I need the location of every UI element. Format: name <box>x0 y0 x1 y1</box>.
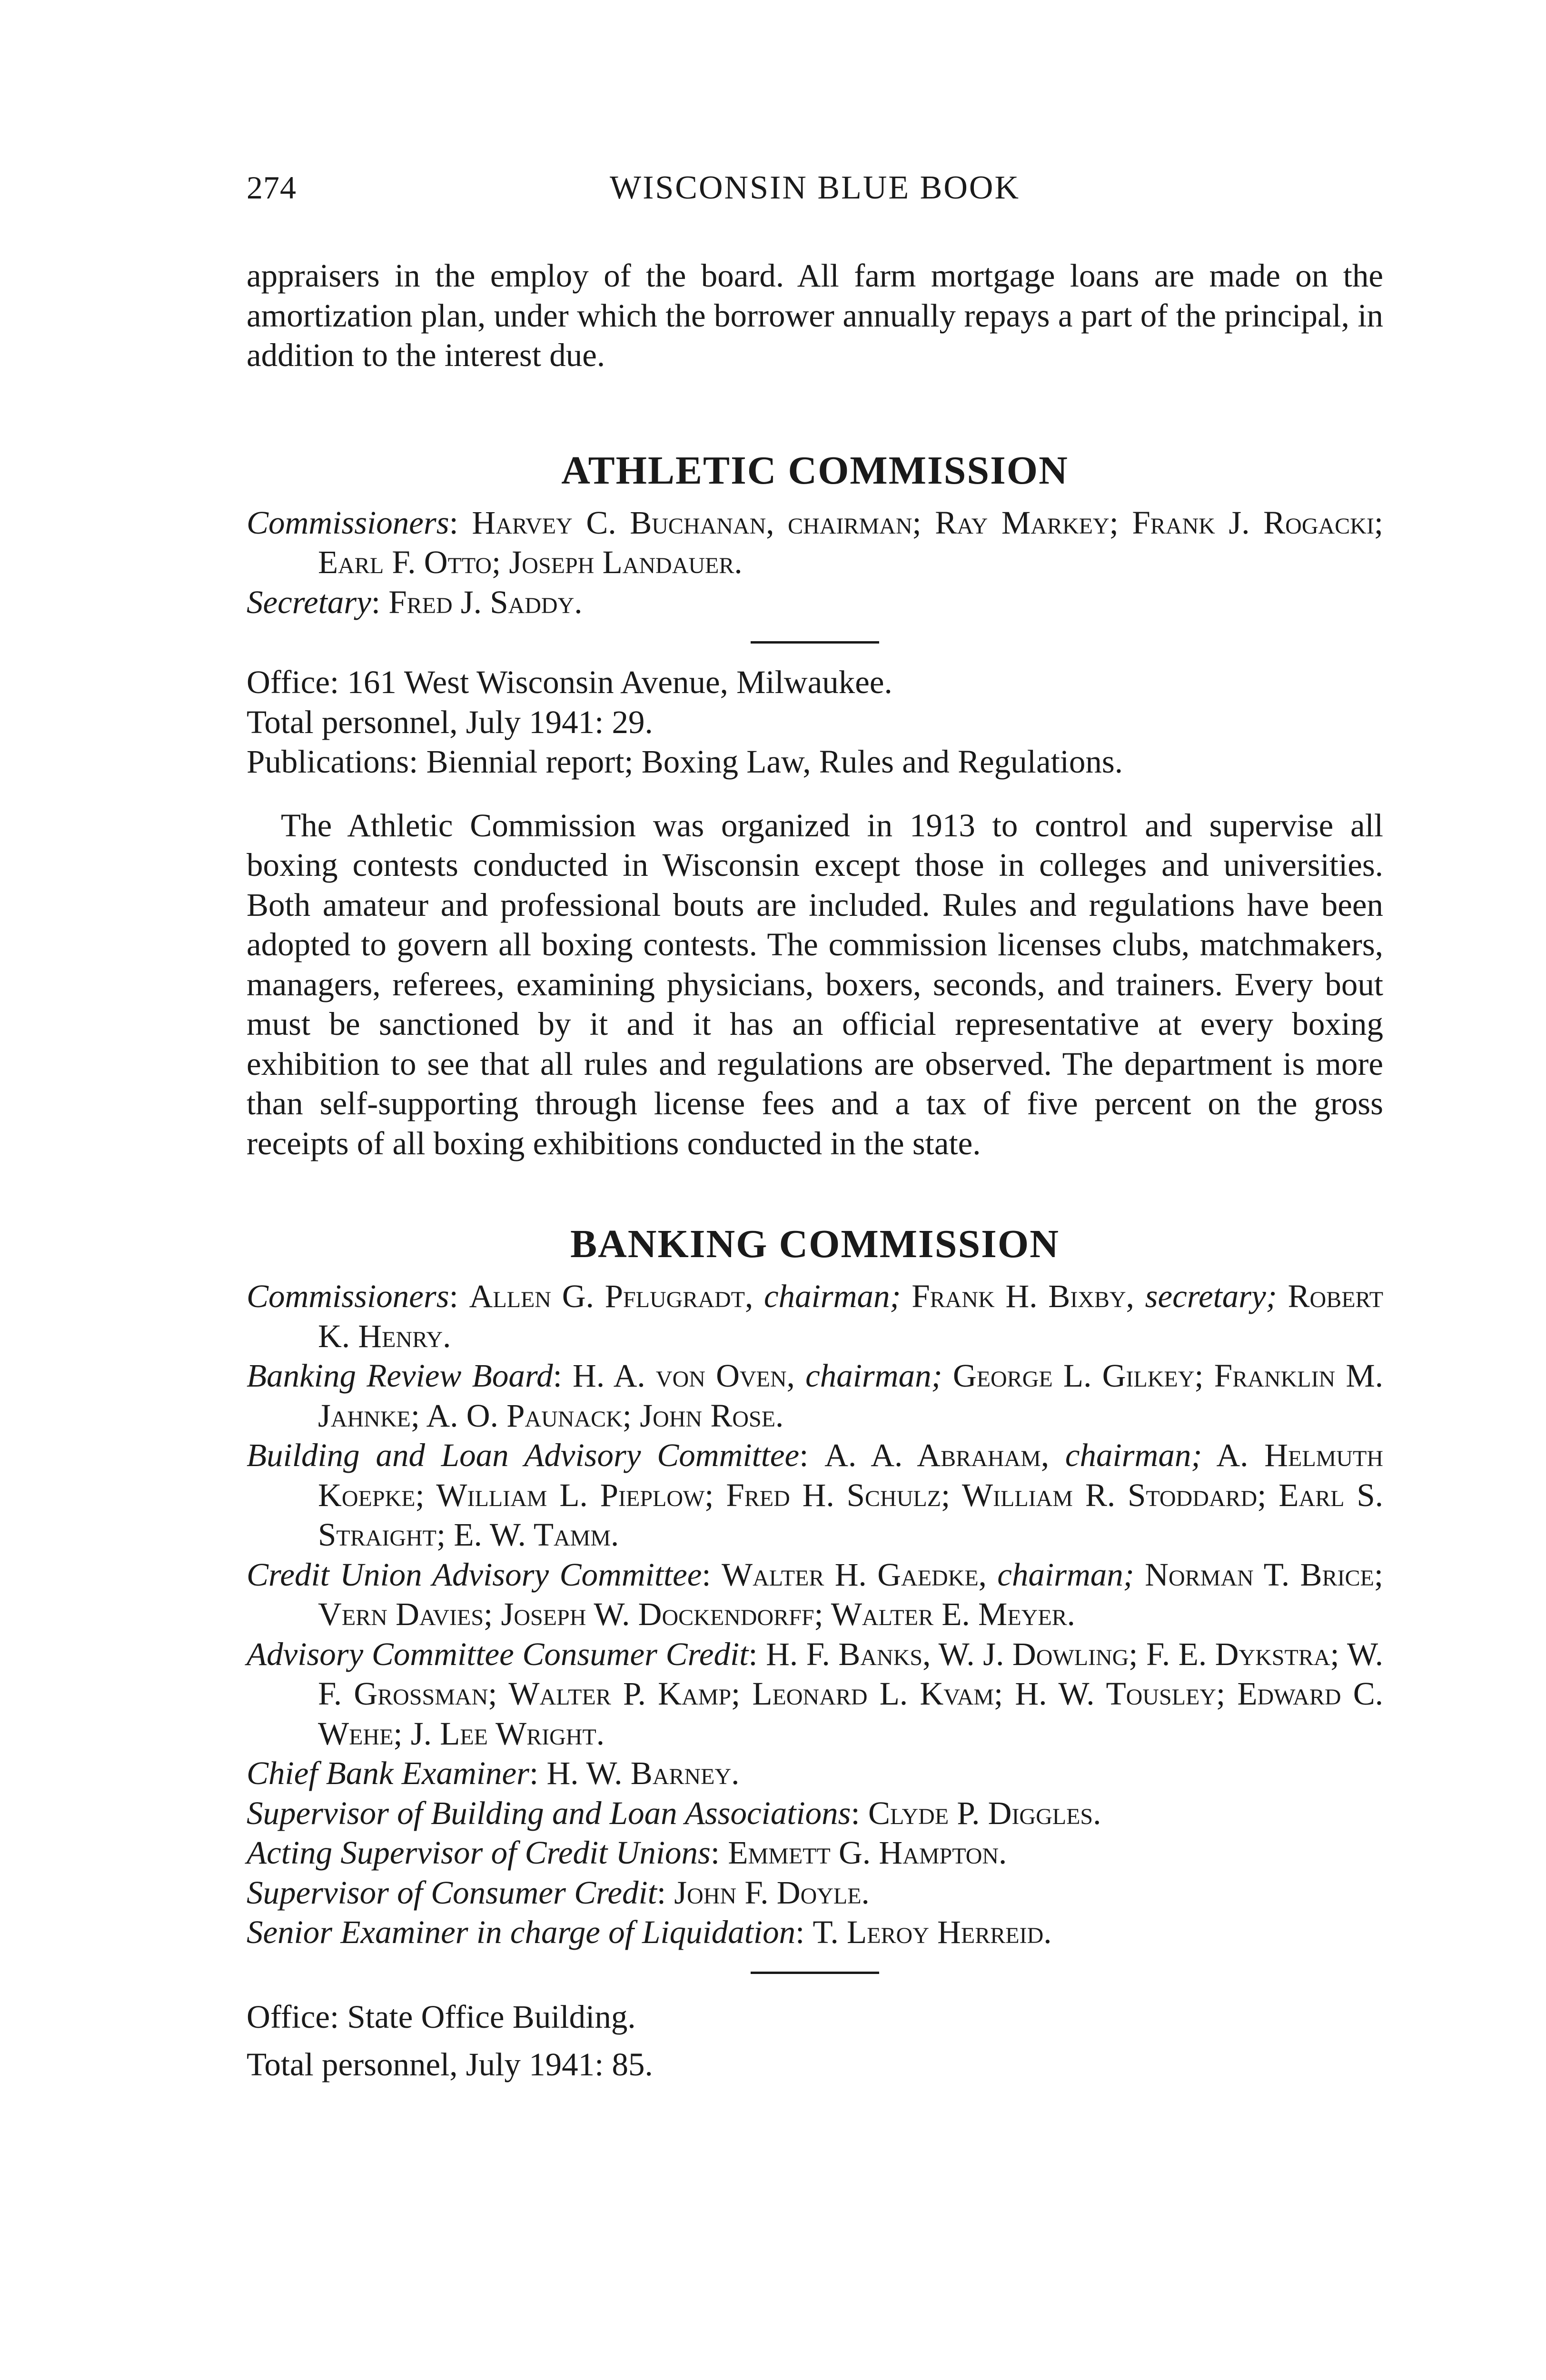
athletic-officers <box>247 503 1383 623</box>
supervisor-building-loan-entry: Supervisor of Building and Loan Associations: Clyde P. Diggles. <box>247 1795 1101 1831</box>
credit-union-committee-names-2: Norman T. Brice; Vern Davies; Joseph W. Dockendorff; Walter E. Meyer. <box>318 1556 1383 1632</box>
athletic-commissioners-names: Harvey C. Buchanan, chairman; Ray Markey; Frank J. Rogacki; Earl F. Otto; Joseph Landauer. <box>318 504 1383 580</box>
athletic-commissioners-entry: Commissioners: Harvey C. Buchanan, chairman; Ray Markey; Frank J. Rogacki; Earl F. Otto; Joseph Landauer. <box>247 504 1383 580</box>
banking-commissioners-name-2: Frank H. Bixby, <box>901 1278 1145 1314</box>
banking-commissioners-name-1: Allen G. Pflugradt, <box>469 1278 764 1314</box>
building-loan-committee-name-1: A. A. Abraham, <box>824 1437 1065 1473</box>
acting-supervisor-credit-unions-entry: Acting Supervisor of Credit Unions: Emmett G. Hampton. <box>247 1835 1007 1871</box>
athletic-publications: Publications: Biennial report; Boxing Law, Rules and Regulations. <box>247 744 1123 780</box>
banking-commissioners-role-2: secretary; <box>1145 1278 1277 1314</box>
banking-review-board-role-1: chairman; <box>805 1358 942 1394</box>
building-loan-committee-label: Building and Loan Advisory Committee <box>247 1437 800 1473</box>
supervisor-building-loan-label: Supervisor of Building and Loan Associations <box>247 1795 851 1831</box>
athletic-commission-heading: ATHLETIC COMMISSION <box>561 448 1069 493</box>
building-loan-committee-entry: Building and Loan Advisory Committee: A. A. Abraham, chairman; A. Helmuth Koepke; William L. Pieplow; Fred H. Schulz; William R. Stoddard; Earl S. Straight; E. W. Tamm. <box>247 1437 1384 1553</box>
athletic-office-info <box>247 663 1383 782</box>
banking-officers <box>247 1277 1383 1953</box>
acting-supervisor-credit-unions-name: Emmett G. Hampton. <box>728 1835 1007 1871</box>
credit-union-committee-role-1: chairman; <box>997 1556 1134 1593</box>
banking-review-board-names-2: George L. Gilkey; Franklin M. Jahnke; A. O. Paunack; John Rose. <box>318 1358 1383 1434</box>
credit-union-committee-entry: Credit Union Advisory Committee: Walter H. Gaedke, chairman; Norman T. Brice; Vern Davies; Joseph W. Dockendorff; Walter E. Meyer. <box>247 1556 1383 1632</box>
building-loan-committee-role-1: chairman; <box>1065 1437 1202 1473</box>
athletic-commissioners-label: Commissioners <box>247 504 449 541</box>
consumer-credit-committee-entry: Advisory Committee Consumer Credit: H. F. Banks, W. J. Dowling; F. E. Dykstra; W. F. Grossman; Walter P. Kamp; Leonard L. Kvam; H. W. Tousley; Edward C. Wehe; J. Lee Wright. <box>247 1636 1384 1752</box>
athletic-personnel: Total personnel, July 1941: 29. <box>247 704 653 740</box>
page-header <box>247 169 1383 212</box>
supervisor-building-loan-name: Clyde P. Diggles. <box>868 1795 1101 1831</box>
credit-union-committee-label: Credit Union Advisory Committee <box>247 1556 702 1593</box>
running-title: WISCONSIN BLUE BOOK <box>610 169 1020 206</box>
banking-office: Office: State Office Building. <box>247 1998 636 2035</box>
acting-supervisor-credit-unions-label: Acting Supervisor of Credit Unions <box>247 1835 711 1871</box>
supervisor-consumer-credit-label: Supervisor of Consumer Credit <box>247 1874 657 1911</box>
athletic-secretary-names: Fred J. Saddy. <box>388 584 583 620</box>
banking-commission-heading: BANKING COMMISSION <box>570 1222 1060 1266</box>
consumer-credit-committee-names: H. F. Banks, W. J. Dowling; F. E. Dykstra; W. F. Grossman; Walter P. Kamp; Leonard L. Kvam; H. W. Tousley; Edward C. Wehe; J. Lee Wright. <box>318 1636 1384 1752</box>
athletic-secretary-entry: Secretary: Fred J. Saddy. <box>247 584 583 620</box>
credit-union-committee-name-1: Walter H. Gaedke, <box>721 1556 998 1593</box>
senior-examiner-entry: Senior Examiner in charge of Liquidation: T. Leroy Herreid. <box>247 1914 1052 1950</box>
building-loan-committee-names-2: A. Helmuth Koepke; William L. Pieplow; Fred H. Schulz; William R. Stoddard; Earl S. Straight; E. W. Tamm. <box>318 1437 1384 1553</box>
banking-commissioners-entry: Commissioners: Allen G. Pflugradt, chairman; Frank H. Bixby, secretary; Robert K. Henry. <box>247 1278 1384 1354</box>
athletic-description: The Athletic Commission was organized in 1913 to control and supervise all boxing contests conducted in Wisconsin except those in colleges and universities. Both amateur and professional bouts are included. Rules and regulations have been adopted to govern all boxing contests. The commission licenses clubs, matchmakers, managers, referees, examining physicians, boxers, seconds, and trainers. Every bout must be sanctioned by it and it has an official representative at every boxing exhibition to see that all rules and regulations are observed. The department is more than self-supporting through license fees and a tax of five percent on the gross receipts of all boxing exhibitions conducted in the state. <box>247 807 1383 1161</box>
athletic-office: Office: 161 West Wisconsin Avenue, Milwaukee. <box>247 664 892 700</box>
page-number: 274 <box>247 169 297 206</box>
senior-examiner-name: T. Leroy Herreid. <box>813 1914 1052 1950</box>
intro-paragraph: appraisers in the employ of the board. All farm mortgage loans are made on the amortization plan, under which the borrower annually repays a part of the principal, in addition to the interest due. <box>247 258 1383 373</box>
chief-bank-examiner-entry: Chief Bank Examiner: H. W. Barney. <box>247 1755 740 1791</box>
banking-commissioners-label: Commissioners <box>247 1278 449 1314</box>
chief-bank-examiner-label: Chief Bank Examiner <box>247 1755 530 1791</box>
consumer-credit-committee-label: Advisory Committee Consumer Credit <box>247 1636 749 1672</box>
supervisor-consumer-credit-entry: Supervisor of Consumer Credit: John F. Doyle. <box>247 1874 870 1911</box>
supervisor-consumer-credit-name: John F. Doyle. <box>674 1874 870 1911</box>
banking-review-board-label: Banking Review Board <box>247 1358 553 1394</box>
banking-review-board-name-1: H. A. von Oven, <box>573 1358 806 1394</box>
chief-bank-examiner-name: H. W. Barney. <box>546 1755 740 1791</box>
banking-personnel: Total personnel, July 1941: 85. <box>247 2046 653 2082</box>
page-content <box>247 256 1383 2088</box>
banking-office-info <box>247 1993 1383 2088</box>
banking-review-board-entry: Banking Review Board: H. A. von Oven, chairman; George L. Gilkey; Franklin M. Jahnke; A. O. Paunack; John Rose. <box>247 1358 1383 1434</box>
athletic-secretary-label: Secretary <box>247 584 371 620</box>
banking-commissioners-name-3: Robert K. Henry. <box>318 1278 1384 1354</box>
banking-commissioners-role-1: chairman; <box>764 1278 901 1314</box>
senior-examiner-label: Senior Examiner in charge of Liquidation <box>247 1914 796 1950</box>
